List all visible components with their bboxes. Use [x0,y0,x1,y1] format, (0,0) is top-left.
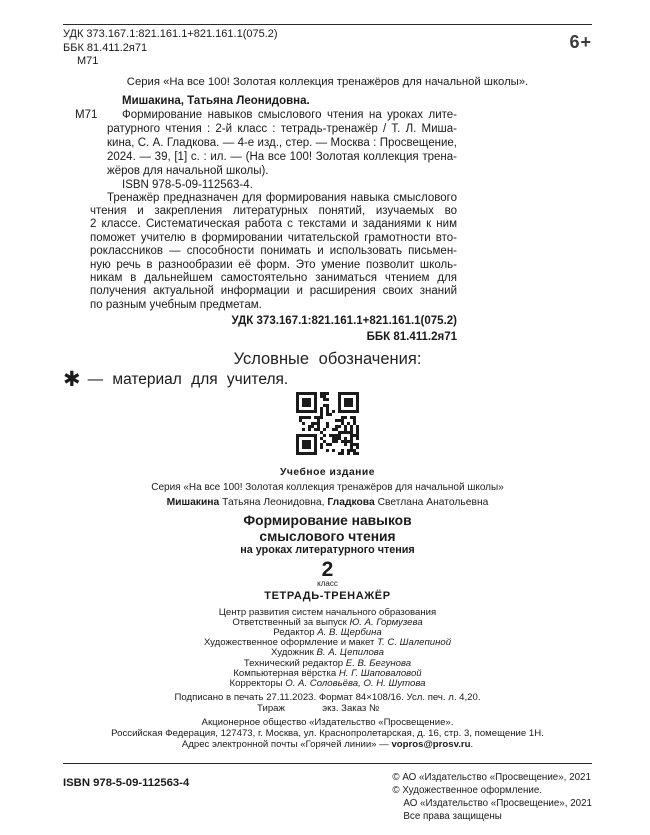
bib-line: Формирование навыков смыслового чтения на уроках лите- [122,108,457,121]
author-name: Татьяна Леонидовна, [219,497,328,509]
book-title-line-2: смыслового чтения [259,528,396,544]
bib-line: жёров для начальной школы). [107,164,269,177]
age-rating-badge: 6+ [569,32,592,52]
page-footer [63,763,592,823]
author-surname: Мишакина [166,497,220,509]
credit-line: Ответственный за выпуск Ю. А. Гормузева [232,616,423,628]
annotation-line: роклассников — способности понимать и использовать письмен- [90,245,457,258]
credit-line: Технический редактор Е. В. Бегунова [243,657,412,669]
credit-line: Художественное оформление и макет Т. С. Шалепиной [203,637,452,649]
print-info: Подписано в печать 27.11.2023. Формат 84×108/16. Усл. печ. л. 4,20. [174,692,481,704]
hotline-email: vopros@prosv.ru [391,738,471,750]
book-format: ТЕТРАДЬ-ТРЕНАЖЁР [264,589,391,602]
classification-block [63,28,592,69]
credit-line: Художник В. А. Цепилова [271,647,384,659]
bib-isbn: ISBN 978-5-09-112563-4. [122,178,253,191]
bibliographic-record [75,94,457,192]
annotation-line: по разным учебным предметам. [90,298,262,311]
publishing-center: Центр развития систем начального образования [218,606,437,618]
annotation-line: поможет учителю в формировании читательской грамотности вто- [90,231,457,244]
copyright-line: Все права защищены [403,811,502,822]
publisher-block [63,718,592,750]
book-subtitle: на уроках литературного чтения [240,544,415,557]
bib-author-heading: Мишакина, Татьяна Леонидовна. [122,94,310,107]
imprint-authors [63,497,592,509]
annotation-line: чтения и закрепления литературных понятий, изучаемых во [90,204,457,217]
grade-number: 2 [321,557,334,581]
publisher-address: Российская Федерация, 127473, г. Москва, ул. Краснопролетарская, д. 16, стр. 3, помещение 1Н. [111,728,544,740]
qr-code [296,392,359,455]
credit-line: Редактор А. В. Щербина [273,627,382,639]
credits-block [63,608,592,690]
bbk-line: ББК 81.411.2я71 [63,41,148,54]
book-title [63,513,592,544]
print-info-block [63,692,592,714]
annotation-line: 2 классе. Систематическая работа с текстами и заданиями к ним [90,218,457,231]
author-sign-code: М71 [77,55,99,67]
copyright-block [392,771,592,823]
copyright-line: © АО «Издательство «Просвещение», 2021 [392,772,591,783]
legend-entry [63,370,592,390]
bib-line: ратурного чтения : 2-й класс : тетрадь-тренажёр / Т. Л. Миша- [107,122,457,135]
book-title-line-1: Формирование навыков [243,513,412,529]
legend-text: — материал для учителя. [87,371,289,389]
bibliographic-column [75,94,457,345]
qr-code-wrapper [63,392,592,460]
legend-heading: Условные обозначения: [233,350,422,369]
udk-footer: УДК 373.167.1:821.161.1+821.161.1(075.2) [231,315,457,328]
margin-code: М71 [75,108,98,121]
credit-line: Компьютерная вёрстка Н. Г. Шаповаловой [233,667,422,679]
isbn-footer: ISBN 978-5-09-112563-4 [63,777,190,789]
top-rule [63,24,592,25]
print-run: Тираж экз. Заказ № [257,703,398,715]
copyright-line: АО «Издательство «Просвещение», 2021 [403,798,592,809]
publisher-name: Акционерное общество «Издательство «Просвещение». [201,717,454,729]
hotline-email-line: Адрес электронной почты «Горячей линии» — vopros@prosv.ru. [181,738,474,750]
author-surname: Гладкова [327,497,375,509]
grade-label: класс [317,578,338,588]
author-name: Светлана Анатольевна [374,497,489,509]
teacher-material-asterisk-icon: ✱ [63,368,81,392]
credit-line: Корректоры О. А. Соловьёва, О. Н. Шутова [229,678,426,690]
annotation-line: получения актуальной информации и расширения своих знаний [90,285,457,298]
series-header: Серия «На все 100! Золотая коллекция тренажёров для начальной школы». [126,75,529,88]
annotation-line: никам в дальнейшем самостоятельно заниматься чтением для [90,271,457,284]
annotation [90,192,457,313]
annotation-line: Тренажёр предназначен для формирования навыка смыслового [107,191,457,204]
imprint-series: Серия «На все 100! Золотая коллекция тренажёров для начальной школы» [151,482,504,494]
annotation-line: ную речь в разнообразии её форм. Это умение позволит школь- [90,258,457,271]
bbk-footer: ББК 81.411.2я71 [366,331,457,344]
udk-line: УДК 373.167.1:821.161.1+821.161.1(075.2) [63,28,278,40]
bib-line: кина, С. А. Гладкова. — 4-е изд., стер. — Москва : Просвещение, [107,136,457,149]
edition-type: Учебное издание [280,467,375,479]
bib-line: 2024. — 39, [1] с. : ил. — (На все 100! Золотая коллекция трена- [107,150,457,163]
copyright-line: © Художественное оформление. [392,785,543,796]
